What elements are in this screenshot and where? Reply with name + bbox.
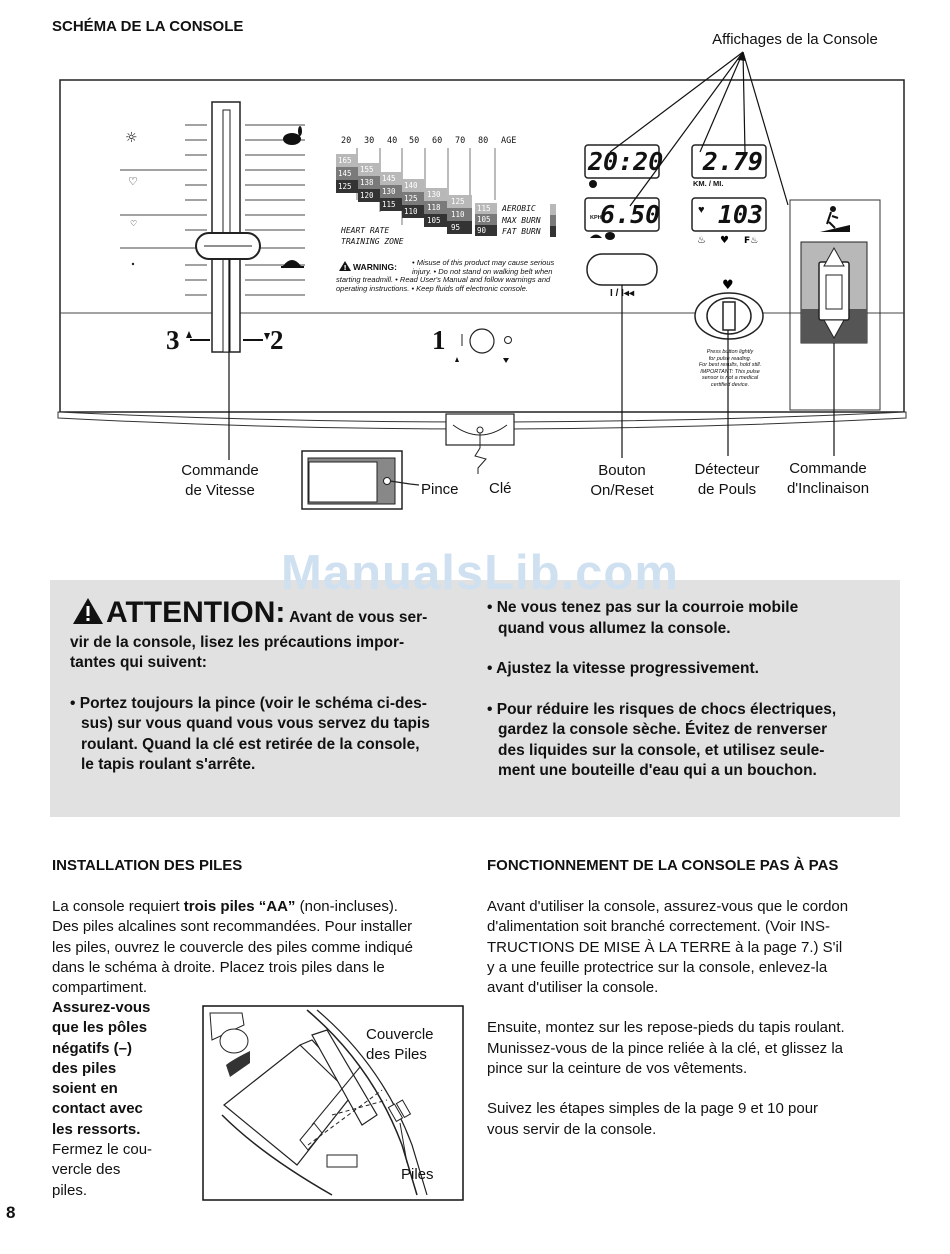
speed-unit: KPH: [590, 215, 602, 221]
age-50: 50: [409, 136, 420, 146]
hr-value: 110: [404, 207, 418, 216]
key-slot: [470, 329, 494, 353]
warning-title: WARNING:: [353, 262, 397, 272]
batteries-bold-note: Assurez-vous que les pôles négatifs (–) des piles soient en contact avec les ressorts.: [52, 999, 151, 1138]
speed-display: 6.50: [600, 200, 661, 229]
hr-value: 125: [338, 182, 352, 191]
zone-fat-burn: FAT BURN: [502, 227, 541, 236]
callout-displays: Affichages de la Console: [712, 31, 878, 48]
hr-value: 115: [382, 200, 396, 209]
on-reset-button-label[interactable]: I / I◂◂: [610, 288, 634, 299]
key-number-1: 1: [432, 325, 446, 355]
hr-value: 105: [427, 216, 441, 225]
batteries-tail: Fermez le cou- vercle des piles.: [52, 1141, 153, 1199]
page-number: 8: [6, 1203, 16, 1222]
heart-max-icon: ☼: [125, 130, 138, 146]
hr-value: 115: [477, 204, 491, 213]
hr-value: 145: [382, 174, 396, 183]
hr-value: 155: [360, 165, 374, 174]
age-label: AGE: [501, 136, 517, 146]
hr-value: 110: [451, 210, 465, 219]
hr-value: 130: [382, 187, 396, 196]
callout-incline: Commande d'Inclinaison: [786, 460, 870, 497]
flame-icon-right: F♨: [744, 236, 759, 246]
distance-unit: KM. / MI.: [693, 179, 724, 188]
heart-large-icon: ♡: [128, 175, 138, 188]
warning-text-b: starting treadmill. • Read User's Manual and follow warnings and operating instructions. • Keep fluids off electronic console.: [336, 275, 551, 293]
heart-small-icon: [132, 263, 134, 265]
hr-value: 130: [427, 190, 441, 199]
age-60: 60: [432, 136, 443, 146]
zone-labels: [502, 203, 541, 238]
distance-display: 2.79: [702, 147, 763, 176]
age-30: 30: [364, 136, 375, 146]
heart-medium-icon: ♡: [130, 219, 138, 228]
callout-pulse: Détecteur de Pouls: [694, 461, 760, 498]
heart-rate-zone-label: HEART RATE TRAINING ZONE: [341, 226, 404, 246]
age-80: 80: [478, 136, 489, 146]
section-title: SCHÉMA DE LA CONSOLE: [52, 18, 244, 35]
hr-value: 140: [404, 181, 418, 190]
hr-value: 138: [360, 178, 374, 187]
hr-value: 125: [404, 194, 418, 203]
on-reset-button-shape: [587, 254, 657, 285]
hr-value: 95: [451, 223, 461, 232]
operation-text: Avant d'utiliser la console, assurez-vous que le cordon d'alimentation soit branché correctement. (Voir INS- TRUCTIONS DE MISE À LA TERRE à la page 7.) S'il y a une feuille protectrice sur la console, enlevez-la avant d'utiliser la console. Ensuite, montez sur les repose-pieds du tapis roulant. Munissez-vous de la pince reliée à la clé, et glissez la pince sur la ceinture de vos vêtements. Suivez les étapes simples de la page 9 et 10 pour vous servir de la console.: [487, 898, 849, 1138]
watermark: ManualsLib.com: [281, 546, 679, 600]
attention-warning-icon: [70, 596, 106, 633]
batteries-heading: INSTALLATION DES PILES: [52, 857, 243, 874]
pulse-display-heart-icon: ♥: [698, 204, 705, 216]
hr-value: 145: [338, 169, 352, 178]
attention-left: ATTENTION: Avant de vous ser- vir de la console, lisez les précautions impor- tantes qui suivent: • Portez toujours la pince (voir le schéma ci-des- sus) sur vous quand vous vous servez du tapis roulant. Quand la clé est retirée de la console, le tapis roulant s'arrête.: [70, 596, 430, 773]
speed-number-2: 2: [270, 325, 284, 355]
attention-right: • Ne vous tenez pas sur la courroie mobile quand vous allumez la console. • Ajustez la vitesse progressivement. • Pour réduire les risques de chocs électriques, gardez la console sèche. Évitez de renverser des liquides sur la console, et utilisez seule- ment une bouteille d'eau qui a un bouchon.: [487, 599, 837, 779]
time-display: 20:20: [588, 147, 664, 176]
age-70: 70: [455, 136, 466, 146]
hr-value: 118: [427, 203, 441, 212]
callout-speed: Commande de Vitesse: [181, 462, 259, 499]
battery-cover-label: Couvercle des Piles: [366, 1026, 434, 1063]
callout-clip: Pince: [421, 481, 459, 498]
callout-button: Bouton On/Reset: [590, 462, 654, 499]
age-20: 20: [341, 136, 352, 146]
age-40: 40: [387, 136, 398, 146]
hr-value: 125: [451, 197, 465, 206]
callout-key: Clé: [489, 480, 512, 497]
hr-value: 90: [477, 226, 487, 235]
pulse-note: Press button lightly for pulse reading. For best results, hold still. IMPORTANT: This pulse sensor is not a medical certified device.: [698, 349, 762, 388]
operation-heading: FONCTIONNEMENT DE LA CONSOLE PAS À PAS: [487, 857, 839, 874]
pulse-heart-icon: ♥: [722, 278, 734, 293]
hr-value: 120: [360, 191, 374, 200]
batteries-label: Piles: [401, 1166, 434, 1183]
flame-icon-left: ♨: [697, 235, 706, 246]
warning-text-a: • Misuse of this product may cause serious injury. • Do not stand on walking belt when: [412, 258, 555, 276]
zone-aerobic: AEROBIC: [502, 204, 536, 213]
hr-value: 105: [477, 215, 491, 224]
svg-text:!: !: [343, 264, 347, 272]
hr-value: 165: [338, 156, 352, 165]
batteries-text: La console requiert trois piles “AA” (non-incluses). Des piles alcalines sont recommandées. Pour installer les piles, ouvrez le couvercle des piles comme indiqué dans le schéma à droite. Placez trois piles dans le compartiment.: [52, 898, 414, 997]
zone-max-burn: MAX BURN: [502, 215, 541, 225]
speed-number-3: 3: [166, 325, 180, 355]
pulse-display: 103: [717, 200, 763, 229]
attention-title: ATTENTION:: [106, 596, 286, 629]
heart-icon-small: ♥: [720, 235, 729, 246]
clock-icon: [589, 180, 597, 188]
